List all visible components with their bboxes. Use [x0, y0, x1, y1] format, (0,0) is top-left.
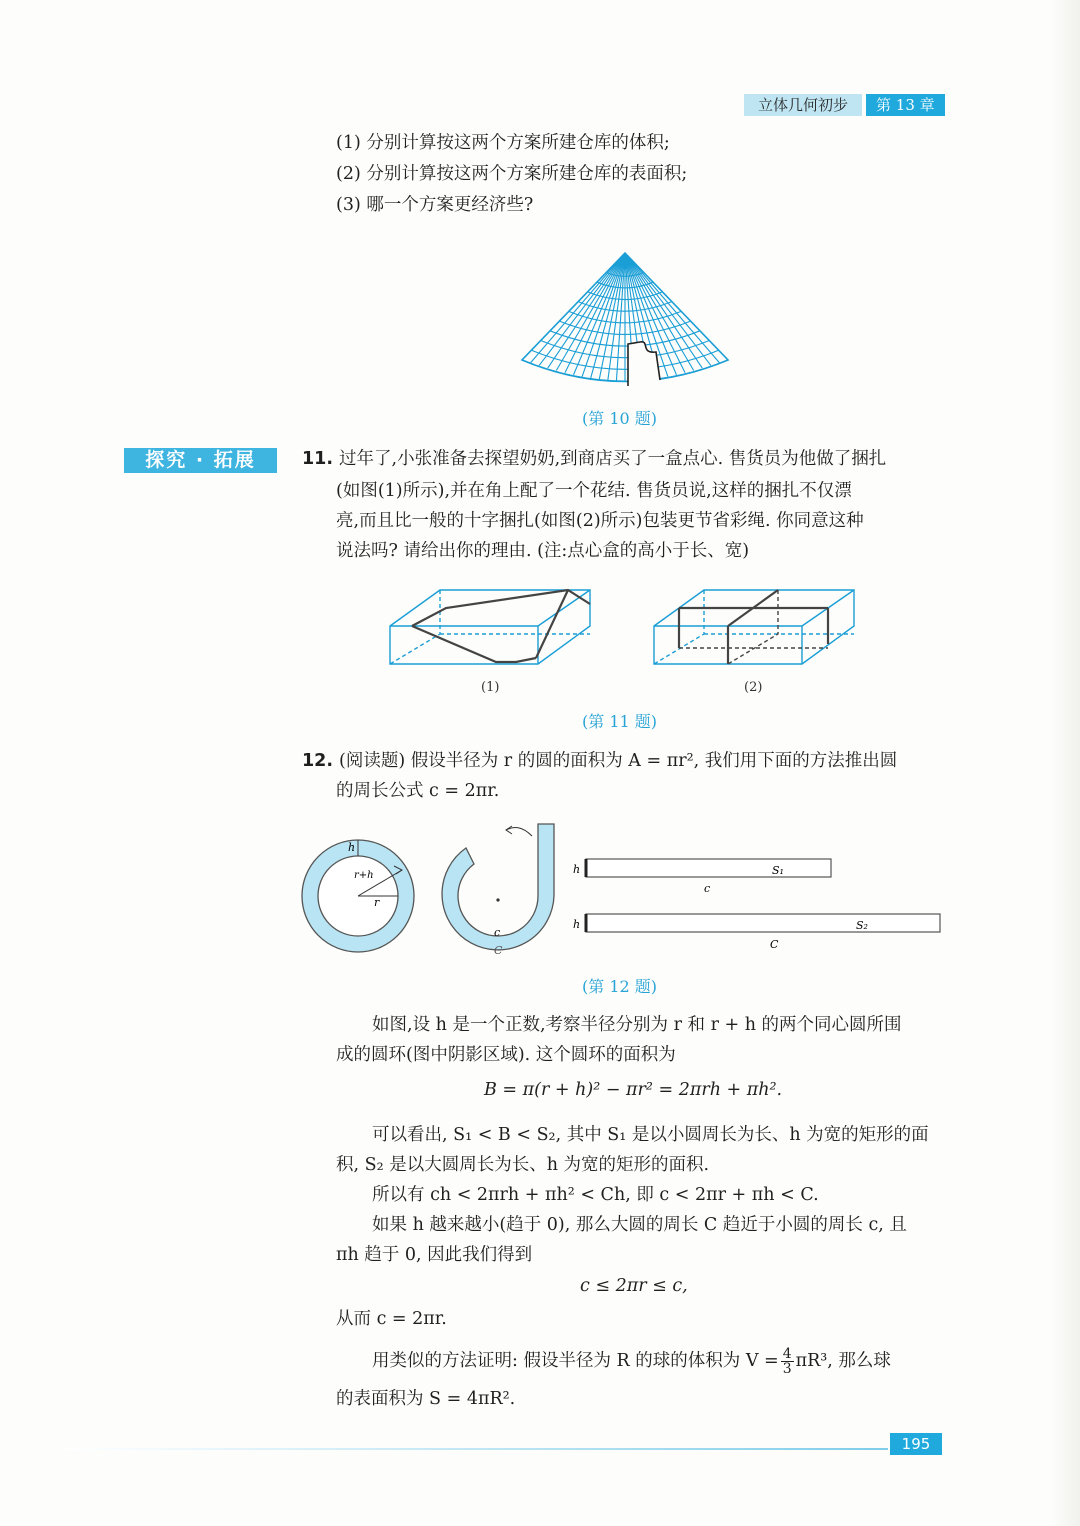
fig-r-label: r — [374, 896, 380, 909]
q12-line-2: 的周长公式 c = 2πr. — [336, 781, 500, 801]
ribbon-box-cross-figure — [650, 586, 860, 670]
annulus-unroll-figure — [296, 818, 946, 966]
rectangles — [573, 859, 940, 951]
q12-line-1 — [302, 746, 897, 776]
fig-S2-label: S₂ — [856, 919, 868, 932]
q11-line-3: 亮,而且比一般的十字捆扎(如图(2)所示)包装更节省彩绳. 你同意这种 — [336, 511, 864, 531]
q12-para7: 的表面积为 S = 4πR². — [336, 1389, 516, 1409]
page-number: 195 — [890, 1433, 942, 1455]
ribbon-box-diagonal-figure — [386, 586, 596, 670]
q12-para4-line1: 如果 h 越来越小(趋于 0), 那么大圆的周长 C 趋近于小圆的周长 c, 且 — [372, 1215, 907, 1235]
q12-para1-line2: 成的圆环(图中阴影区域). 这个圆环的面积为 — [336, 1045, 676, 1065]
q10-item-3: (3) 哪一个方案更经济些? — [336, 195, 534, 215]
q11-sub-label-1: (1) — [481, 680, 500, 695]
q12-formula-1: B = π(r + h)² − πr² = 2πrh + πh². — [484, 1080, 783, 1100]
four-thirds-fraction — [781, 1347, 794, 1376]
q12-para2-line1: 可以看出, S₁ < B < S₂, 其中 S₁ 是以小圆周长为长、h 为宽的矩形的面 — [372, 1125, 929, 1145]
q11-caption: (第 11 题) — [582, 712, 658, 731]
page-edge-shade — [1050, 0, 1080, 1526]
q11-line-4: 说法吗? 请给出你的理由. (注:点心盒的高小于长、宽) — [336, 541, 750, 561]
fig-rect2-h: h — [573, 918, 581, 931]
chapter-label: 第 13 章 — [866, 94, 945, 116]
fig-rh-label: r+h — [354, 870, 374, 881]
q12-para3: 所以有 ch < 2πrh + πh² < Ch, 即 c < 2πr + πh < C. — [372, 1185, 819, 1205]
q11-number: 11. — [302, 449, 334, 469]
q12-caption: (第 12 题) — [582, 977, 658, 996]
fraction-numerator: 4 — [782, 1346, 792, 1362]
q12-para1-line1: 如图,设 h 是一个正数,考察半径分别为 r 和 r + h 的两个同心圆所围 — [372, 1015, 902, 1035]
fig-S1-label: S₁ — [772, 864, 784, 877]
fig-c-label: c — [494, 926, 501, 939]
section-title: 立体几何初步 — [744, 94, 862, 116]
q10-item-2: (2) 分别计算按这两个方案所建仓库的表面积; — [336, 164, 688, 184]
annulus-circle — [302, 840, 414, 952]
q12-para5: 从而 c = 2πr. — [336, 1309, 447, 1329]
q12-para6 — [372, 1346, 891, 1376]
q10-caption: (第 10 题) — [582, 409, 658, 428]
q12-para6-post: πR³, 那么球 — [795, 1351, 891, 1371]
q12-formula-2: c ≤ 2πr ≤ c, — [580, 1276, 688, 1296]
fig-rect1-h: h — [573, 863, 581, 876]
q12-para4-line2: πh 趋于 0, 因此我们得到 — [336, 1245, 533, 1265]
fig-h-label: h — [348, 841, 356, 854]
fraction-denominator: 3 — [782, 1361, 792, 1377]
q12-para6-pre: 用类似的方法证明: 假设半径为 R 的球的体积为 V = — [372, 1351, 779, 1371]
cone-figure — [510, 248, 740, 398]
q11-sub-label-2: (2) — [744, 680, 763, 695]
q11-text-1: 过年了,小张准备去探望奶奶,到商店买了一盒点心. 售货员为他做了捆扎 — [339, 449, 887, 469]
fig-rect1-c: c — [704, 882, 711, 895]
chapter-header — [744, 94, 945, 116]
fig-C-label: C — [494, 944, 503, 957]
q10-item-1: (1) 分别计算按这两个方案所建仓库的体积; — [336, 133, 670, 153]
footer-rule — [66, 1448, 888, 1450]
q12-para2-line2: 积, S₂ 是以大圆周长为长、h 为宽的矩形的面积. — [336, 1155, 710, 1175]
q11-line-1 — [302, 444, 886, 474]
q12-number: 12. — [302, 751, 334, 771]
fig-rect2-C: C — [770, 938, 779, 951]
explore-extend-tag: 探究 · 拓展 — [124, 448, 277, 473]
q11-line-2: (如图(1)所示),并在角上配了一个花结. 售货员说,这样的捆扎不仅漂 — [336, 481, 852, 501]
q12-text-1: (阅读题) 假设半径为 r 的圆的面积为 A = πr², 我们用下面的方法推出圆 — [339, 751, 898, 771]
unrolling-ring — [442, 824, 554, 957]
